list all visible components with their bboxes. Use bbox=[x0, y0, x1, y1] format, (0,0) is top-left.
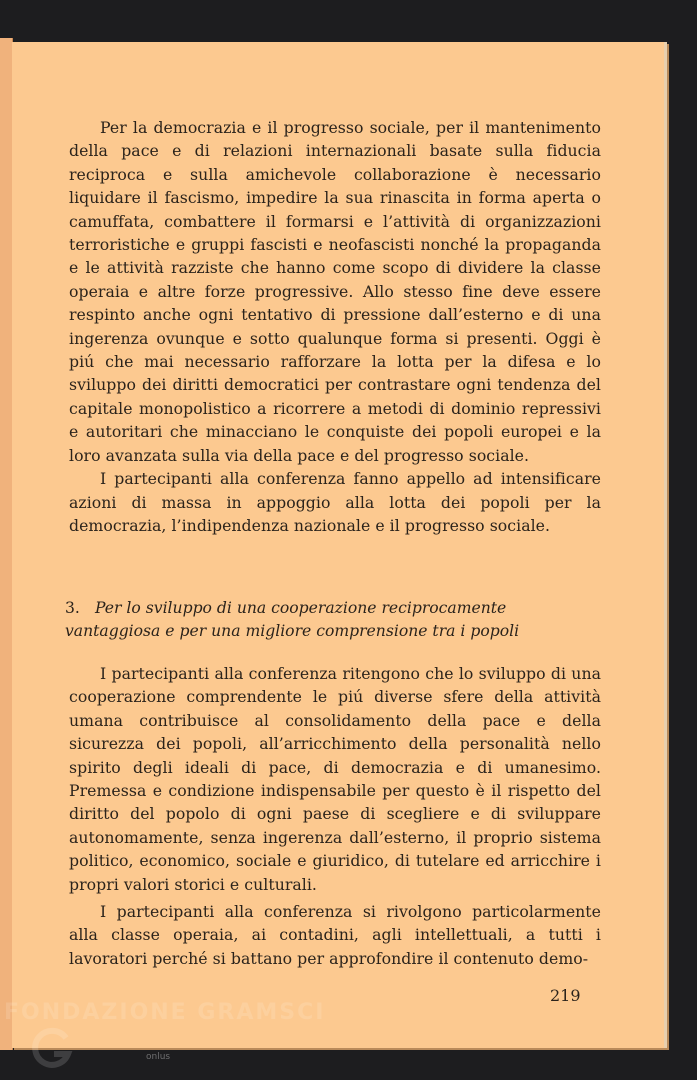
paragraph: Per la democrazia e il progresso sociale, per il mantenimento della pace e di relazioni internazionali basate sulla fiducia reciproca e sulla amichevole collaborazione è necessario liquidare il fascismo, impedire la sua rinascita in forma aperta o camuffata, combattere il formarsi e l’attività di organizzazioni terroristiche e gruppi fascisti e neofascisti nonché la propaganda e le attività razziste che hanno come scopo di dividere la classe operaia e altre forze progressive. Allo stesso fine deve essere respinto anche ogni tentativo di pressione dall’esterno e di una ingerenza ovunque e sotto qualunque forma si presenti. Oggi è piú che mai necessario rafforzare la lotta per la difesa e lo sviluppo dei diritti democratici per contrastare ogni tendenza del capitale monopolistico a ricorrere a metodi di dominio repressivi e autoritari che minacciano le conquiste dei popoli europei e la loro avanzata sulla via della pace e del progresso sociale. bbox=[69, 118, 601, 465]
page-number: 219 bbox=[550, 986, 581, 1005]
section-heading bbox=[65, 597, 605, 644]
watermark-subtext: onlus bbox=[146, 1052, 171, 1062]
watermark-text: FONDAZIONE GRAMSCI bbox=[4, 1000, 326, 1025]
paragraph: I partecipanti alla conferenza si rivolgono particolarmente alla classe operaia, ai contadini, agli intellettuali, a tutti i lavoratori perché si battano per approfondire il contenuto demo- bbox=[69, 902, 601, 968]
section-number: 3. bbox=[65, 599, 80, 617]
body-text-section-top bbox=[69, 116, 601, 537]
body-text-section-3 bbox=[69, 662, 601, 970]
watermark-logo-icon bbox=[28, 1024, 74, 1070]
section-title: Per lo sviluppo di una cooperazione reciprocamente vantaggiosa e per una migliore comprensione tra i popoli bbox=[65, 599, 520, 641]
paragraph: I partecipanti alla conferenza fanno appello ad intensificare azioni di massa in appoggio alla lotta dei popoli per la democrazia, l’indipendenza nazionale e il progresso sociale. bbox=[69, 469, 601, 535]
paragraph: I partecipanti alla conferenza ritengono che lo sviluppo di una cooperazione comprendente le piú diverse sfere della attività umana contribuisce al consolidamento della pace e della sicurezza dei popoli, all’arricchimento della personalità nello spirito degli ideali di pace, di democrazia e di umanesimo. Premessa e condizione indispensabile per questo è il rispetto del diritto del popolo di ogni paese di scegliere e di sviluppare autonomamente, senza ingerenza dall’esterno, il proprio sistema politico, economico, sociale e giuridico, di tutelare ed arricchire i propri valori storici e culturali. bbox=[69, 664, 601, 894]
document-page bbox=[12, 42, 667, 1048]
